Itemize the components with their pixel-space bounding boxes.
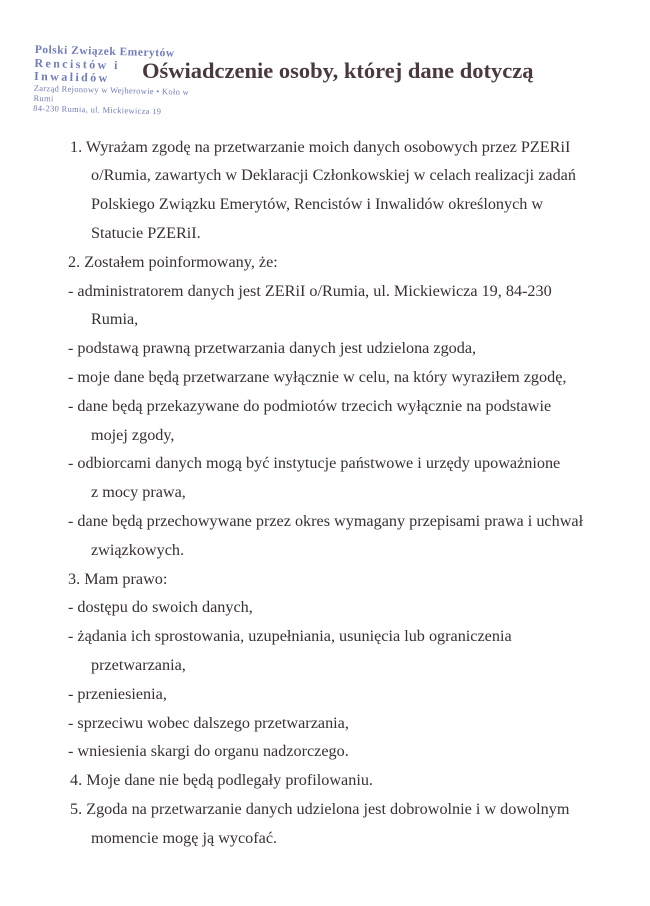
text-line: - sprzeciwu wobec dalszego przetwarzania, bbox=[68, 714, 349, 732]
text-line: 4. Moje dane nie będą podlegały profilowaniu. bbox=[70, 771, 373, 789]
text-line: - przeniesienia, bbox=[68, 685, 167, 703]
stamp-line-2: Rencistów i Inwalidów bbox=[33, 55, 120, 85]
text-line: momencie mogę ją wycofać. bbox=[91, 829, 278, 847]
text-line: 5. Zgoda na przetwarzanie danych udzielona jest dobrowolnie i w dowolnym bbox=[70, 800, 570, 818]
document-title: Oświadczenie osoby, której dane dotyczą bbox=[142, 58, 534, 83]
text-line: 2. Zostałem poinformowany, że: bbox=[68, 253, 278, 271]
text-line: mojej zgody, bbox=[91, 426, 175, 444]
text-line: - dane będą przekazywane do podmiotów trzecich wyłącznie na podstawie bbox=[68, 397, 552, 415]
text-line: - dane będą przechowywane przez okres wymagany przepisami prawa i uchwał bbox=[68, 512, 584, 530]
text-line: Polskiego Związku Emerytów, Rencistów i Inwalidów określonych w bbox=[91, 195, 544, 213]
text-line: 3. Mam prawo: bbox=[68, 570, 168, 588]
text-line: - dostępu do swoich danych, bbox=[68, 598, 253, 616]
text-line: - odbiorcami danych mogą być instytucje państwowe i urzędy upoważnione bbox=[68, 454, 561, 472]
text-line: 1. Wyrażam zgodę na przetwarzanie moich danych osobowych przez PZERiI bbox=[70, 138, 571, 156]
text-line: Rumia, bbox=[91, 310, 139, 328]
text-line: związkowych. bbox=[91, 541, 185, 559]
text-line: - żądania ich sprostowania, uzupełniania, usunięcia lub ograniczenia bbox=[68, 627, 512, 645]
stamp-line-3: Zarząd Rejonowy w Wejherowie • Koło w Rumi bbox=[33, 82, 190, 104]
text-line: Statucie PZERiI. bbox=[91, 224, 201, 242]
text-line: - podstawą prawną przetwarzania danych jest udzielona zgoda, bbox=[68, 339, 477, 357]
text-line: z mocy prawa, bbox=[91, 483, 186, 501]
stamp-line-1: Polski Związek Emerytów bbox=[34, 43, 175, 60]
text-line: o/Rumia, zawartych w Deklaracji Członkowskiej w celach realizacji zadań bbox=[91, 166, 576, 184]
text-line: - administratorem danych jest ZERiI o/Rumia, ul. Mickiewicza 19, 84-230 bbox=[68, 282, 552, 300]
stamp-line-4: 84-230 Rumia, ul. Mickiewicza 19 bbox=[33, 102, 162, 117]
text-line: przetwarzania, bbox=[91, 656, 186, 674]
text-line: - wniesienia skargi do organu nadzorczego. bbox=[68, 742, 349, 760]
text-line: - moje dane będą przetwarzane wyłącznie w celu, na który wyraziłem zgodę, bbox=[68, 368, 567, 386]
